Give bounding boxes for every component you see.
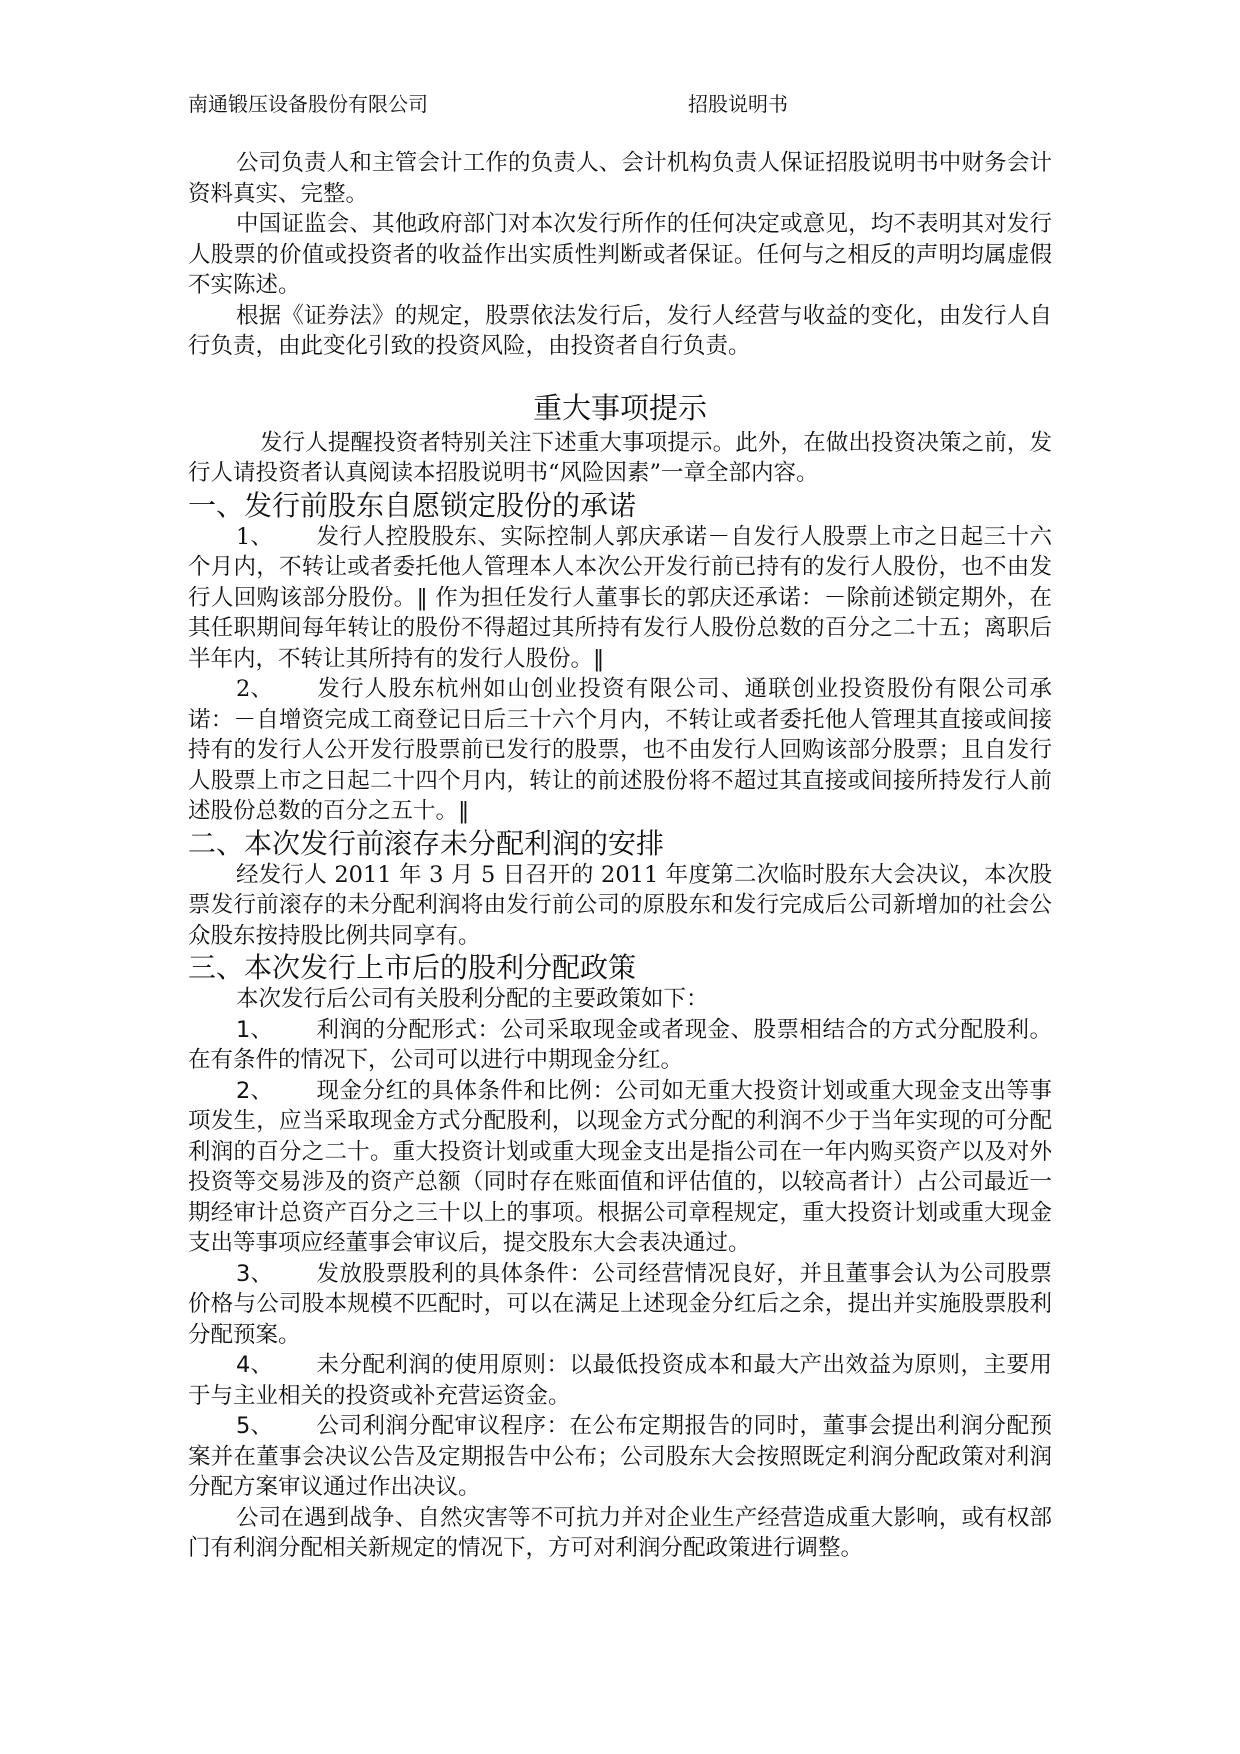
s3-item-3-number: 3、 [236, 1260, 273, 1287]
s3-item-1-number: 1、 [236, 1016, 273, 1043]
s3-item-1 [188, 1015, 1052, 1076]
major-matters-title: 重大事项提示 [532, 390, 707, 425]
intro-paragraph-3: 根据《证券法》的规定，股票依法发行后，发行人经营与收益的变化，由发行人自行负责，由此变化引致的投资风险，由投资者自行负责。 [188, 302, 1052, 359]
s3-item-5-number: 5、 [236, 1413, 273, 1439]
s1-item-2-number: 2、 [236, 676, 273, 702]
s1-item-1-number: 1、 [236, 523, 273, 550]
intro-section [188, 148, 1052, 362]
section-2-text: 经发行人 2011 年 3 月 5 日召开的 2011 年度第二次临时股东大会决议，本次股票发行前滚存的未分配利润将由发行前公司的原股东和发行完成后公司新增加的社会公众股东按持股比例共同享有。 [188, 861, 1052, 949]
section-2-heading: 二、本次发行前滚存未分配利润的安排 [188, 826, 665, 860]
company-name: 南通锻压设备股份有限公司 [188, 92, 428, 116]
s1-item-1-text: 发行人控股股东、实际控制人郭庆承诺－自发行人股票上市之日起三十六个月内，不转让或者委托他人管理本人本次公开发行前已持有的发行人股份，也不由发行人回购该部分股份。‖ 作为担任发行人董事长的郭庆还承诺：－除前述锁定期外，在其任职期间每年转让的股份不得超过其所持有发行人股份总数的百分之二十五；离职后半年内，不转让其所持有的发行人股份。‖ [188, 523, 1052, 672]
s3-item-2-number: 2、 [236, 1077, 273, 1104]
s3-item-5 [188, 1411, 1052, 1503]
major-matters-lead: 发行人提醒投资者特别关注下述重大事项提示。此外，在做出投资决策之前，发行人请投资者认真阅读本招股说明书“风险因素”一章全部内容。 [188, 429, 1052, 486]
section-3-lead: 本次发行后公司有关股利分配的主要政策如下： [236, 986, 709, 1012]
section-1-heading: 一、发行前股东自愿锁定股份的承诺 [188, 488, 637, 522]
s3-item-3 [188, 1259, 1052, 1351]
section-3-heading: 三、本次发行上市后的股利分配政策 [188, 951, 637, 984]
s3-item-4 [188, 1350, 1052, 1411]
s3-item-4-text: 未分配利润的使用原则：以最低投资成本和最大产出效益为原则，主要用于与主业相关的投资或补充营运资金。 [188, 1352, 1052, 1409]
s3-item-4-number: 4、 [236, 1352, 273, 1378]
s3-item-3-text: 发放股票股利的具体条件：公司经营情况良好，并且董事会认为公司股票价格与公司股本规模不匹配时，可以在满足上述现金分红后之余，提出并实施股票股利分配预案。 [188, 1260, 1052, 1348]
s1-item-2 [188, 674, 1052, 827]
page-header [188, 88, 1052, 128]
intro-paragraph-1: 公司负责人和主管会计工作的负责人、会计机构负责人保证招股说明书中财务会计资料真实、完整。 [188, 150, 1052, 207]
s3-item-2-text: 现金分红的具体条件和比例：公司如无重大投资计划或重大现金支出等事项发生，应当采取现金方式分配股利，以现金方式分配的利润不少于当年实现的可分配利润的百分之二十。重大投资计划或重大现金支出是指公司在一年内购买资产以及对外投资等交易涉及的资产总额（同时存在账面值和评估值的，以较高者计）占公司最近一期经审计总资产百分之三十以上的事项。根据公司章程规定，重大投资计划或重大现金支出等事项应经董事会审议后，提交股东大会表决通过。 [188, 1077, 1052, 1256]
s1-item-2-text: 发行人股东杭州如山创业投资有限公司、通联创业投资股份有限公司承诺：－自增资完成工商登记日后三十六个月内，不转让或者委托他人管理其直接或间接持有的发行人公开发行股票前已发行的股票，也不由发行人回购该部分股票；且自发行人股票上市之日起二十四个月内，转让的前述股份将不超过其直接或间接所持发行人前述股份总数的百分之五十。‖ [188, 676, 1052, 824]
intro-paragraph-2: 中国证监会、其他政府部门对本次发行所作的任何决定或意见，均不表明其对发行人股票的价值或投资者的收益作出实质性判断或者保证。任何与之相反的声明均属虚假不实陈述。 [188, 211, 1052, 298]
document-page [188, 88, 1052, 1564]
s3-item-2 [188, 1076, 1052, 1259]
s3-item-5-text: 公司利润分配审议程序：在公布定期报告的同时，董事会提出利润分配预案并在董事会决议公告及定期报告中公布；公司股东大会按照既定利润分配政策对利润分配方案审议通过作出决议。 [188, 1413, 1052, 1500]
s1-item-1 [188, 522, 1052, 675]
closing-paragraph: 公司在遇到战争、自然灾害等不可抗力并对企业生产经营造成重大影响，或有权部门有利润分配相关新规定的情况下，方可对利润分配政策进行调整。 [188, 1504, 1052, 1561]
document-title: 招股说明书 [688, 92, 788, 116]
s3-item-1-text: 利润的分配形式：公司采取现金或者现金、股票相结合的方式分配股利。在有条件的情况下，公司可以进行中期现金分红。 [188, 1016, 1052, 1073]
